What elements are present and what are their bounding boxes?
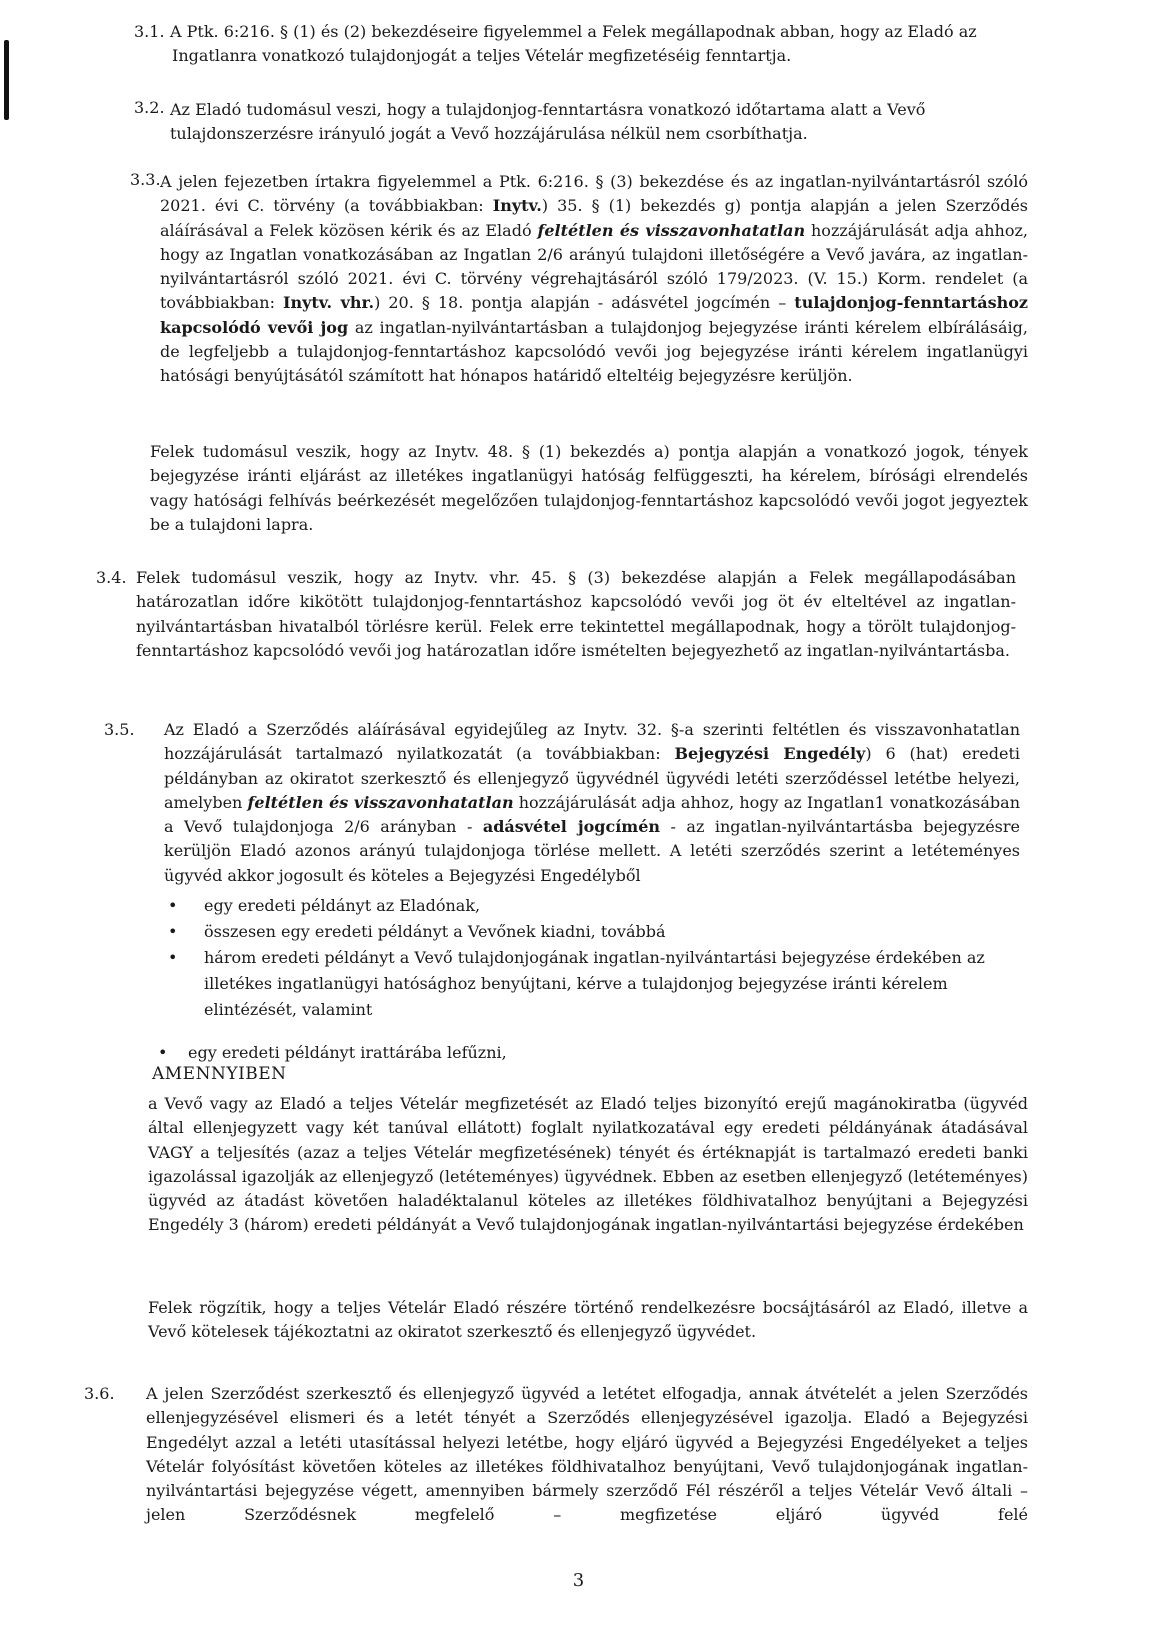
section-3-2-number: 3.2.: [134, 98, 165, 117]
release-conditions-list-last: [154, 1040, 1014, 1066]
list-item: • egy eredeti példányt irattárába lefűzni,: [154, 1040, 1014, 1066]
list-item: • egy eredeti példányt az Eladónak,: [164, 893, 1024, 919]
list-item: • összesen egy eredeti példányt a Vevőnek kiadni, továbbá: [164, 919, 1024, 945]
section-3-4-text: Felek tudomásul veszik, hogy az Inytv. vhr. 45. § (3) bekezdése alapján a Felek megállapodásában határozatlan időre kikötött tulajdonjog-fenntartáshoz kapcsolódó vevői jog öt év elteltével az ingatlan-nyilvántartásban hivatalból törlésre kerül. Felek erre tekintettel megállapodnak, hogy a törölt tulajdonjog-fenntartáshoz kapcsolódó vevői jog határozatlan időre ismételten bejegyezhető az ingatlan-nyilvántartásba.: [136, 568, 1016, 660]
section-3-1-text: A Ptk. 6:216. § (1) és (2) bekezdéseire figyelemmel a Felek megállapodnak abban, hogy az Eladó az Ingatlanra vonatkozó tulajdonjogát a teljes Vételár megfizetéséig fenntartja.: [170, 22, 977, 66]
amennyiben-heading: AMENNYIBEN: [152, 1064, 287, 1084]
page-number: 3: [572, 1570, 585, 1591]
section-3-5-second-paragraph: a Vevő vagy az Eladó a teljes Vételár megfizetését az Eladó teljes bizonyító erejű magánokiratba (ügyvéd által ellenjegyzett vagy két tanúval ellátott) foglalt nyilatkozatával egy eredeti példányának átadásával VAGY a teljesítés (azaz a teljes Vételár megfizetésének) tényét és értéknapját is tartalmazó eredeti banki igazolással igazolják az ellenjegyző (letéteményes) ügyvédnek. Ebben az esetben ellenjegyző (letéteményes) ügyvéd az átadást követően haladéktalanul köteles az illetékes földhivatalhoz benyújtani a Bejegyzési Engedély 3 (három) eredeti példányát a Vevő tulajdonjogának ingatlan-nyilvántartási bejegyzése érdekében: [148, 1094, 1028, 1235]
section-3-3-text: A jelen fejezetben írtakra figyelemmel a Ptk. 6:216. § (3) bekezdése és az ingatlan-nyilvántartásról szóló 2021. évi C. törvény (a továbbiakban: Inytv.) 35. § (1) bekezdés g) pontja alapján a jelen Szerződés aláírásával a Felek közösen kérik és az Eladó feltétlen és visszavonhatatlan hozzájárulását adja ahhoz, hogy az Ingatlan vonatkozásában az Ingatlan 2/6 arányú tulajdoni illetőségére a Vevő javára, az ingatlan-nyilvántartásról szóló 2021. évi C. törvény végrehajtásáról szóló 179/2023. (V. 15.) Korm. rendelet (a továbbiakban: Inytv. vhr.) 20. § 18. pontja alapján - adásvétel jogcímén – tulajdonjog-fenntartáshoz kapcsolódó vevői jog az ingatlan-nyilvántartásban a tulajdonjog bejegyzése iránti kérelem elbírálásáig, de legfeljebb a tulajdonjog-fenntartáshoz kapcsolódó vevői jog bejegyzése iránti kérelem ingatlanügyi hatósági benyújtásától számított hat hónapos határidő elteltéig bejegyzésre kerüljön.: [160, 172, 1029, 386]
section-3-2-text: Az Eladó tudomásul veszi, hogy a tulajdonjog-fenntartásra vonatkozó időtartama alatt a Vevő tulajdonszerzésre irányuló jogát a Vevő hozzájárulása nélkül nem csorbíthatja.: [170, 100, 926, 144]
section-3-6-number: 3.6.: [84, 1384, 115, 1403]
bullet-icon: •: [168, 948, 178, 967]
section-3-4-number: 3.4.: [96, 568, 127, 587]
section-3-5-number: 3.5.: [104, 720, 135, 739]
section-3-6-text: A jelen Szerződést szerkesztő és ellenjegyző ügyvéd a letétet elfogadja, annak átvételét a jelen Szerződés ellenjegyzésével elismeri és a letét tényét a Szerződés ellenjegyzésével igazolja. Eladó a Bejegyzési Engedélyt azzal a letéti utasítással helyezi letétbe, hogy eljáró ügyvéd a Bejegyzési Engedélyeket a teljes Vételár folyósítást követően köteles az illetékes földhivatalhoz benyújtani, Vevő tulajdonjogának ingatlan-nyilvántartási bejegyzése végett, amennyiben bármely szerződő Fél részéről a teljes Vételár Vevő általi – jelen Szerződésnek megfelelő – megfizetése eljáró ügyvéd felé: [146, 1384, 1028, 1525]
binder-edge-mark: [4, 40, 9, 120]
bullet-icon: •: [158, 1043, 168, 1062]
list-item: • három eredeti példányt a Vevő tulajdonjogának ingatlan-nyilvántartási bejegyzése érdekében az illetékes ingatlanügyi hatósághoz benyújtani, kérve a tulajdonjog bejegyzése iránti kérelem elintézését, valamint: [164, 945, 1024, 1023]
section-3-3-number: 3.3.: [130, 170, 161, 189]
section-3-5-third-paragraph: Felek rögzítik, hogy a teljes Vételár Eladó részére történő rendelkezésre bocsájtásáról az Eladó, illetve a Vevő kötelesek tájékoztatni az okiratot szerkesztő és ellenjegyző ügyvédet.: [148, 1298, 1028, 1342]
bullet-icon: •: [168, 922, 178, 941]
section-3-1-number: 3.1.: [134, 22, 165, 41]
section-3-5-text: Az Eladó a Szerződés aláírásával egyidejűleg az Inytv. 32. §-a szerinti feltétlen és visszavonhatatlan hozzájárulását tartalmazó nyilatkozatát (a továbbiakban: Bejegyzési Engedély) 6 (hat) eredeti példányban az okiratot szerkesztő és ellenjegyző ügyvédnél ügyvédi letéti szerződéssel letétbe helyezi, amelyben feltétlen és visszavonhatatlan hozzájárulását adja ahhoz, hogy az Ingatlan1 vonatkozásában a Vevő tulajdonjoga 2/6 arányban - adásvétel jogcímén - az ingatlan-nyilvántartásba bejegyzésre kerüljön Eladó azonos arányú tulajdonjoga törlése mellett. A letéti szerződés szerint a letéteményes ügyvéd akkor jogosult és köteles a Bejegyzési Engedélyből: [164, 720, 1021, 885]
bullet-icon: •: [168, 896, 178, 915]
section-3-3-second-paragraph: Felek tudomásul veszik, hogy az Inytv. 48. § (1) bekezdés a) pontja alapján a vonatkozó jogok, tények bejegyzése iránti eljárást az illetékes ingatlanügyi hatóság felfüggeszti, ha kérelem, bírósági elrendelés vagy hatósági felhívás beérkezését megelőzően tulajdonjog-fenntartáshoz kapcsolódó vevői jogot jegyeztek be a tulajdoni lapra.: [150, 442, 1028, 534]
release-conditions-list: [164, 893, 1024, 1023]
